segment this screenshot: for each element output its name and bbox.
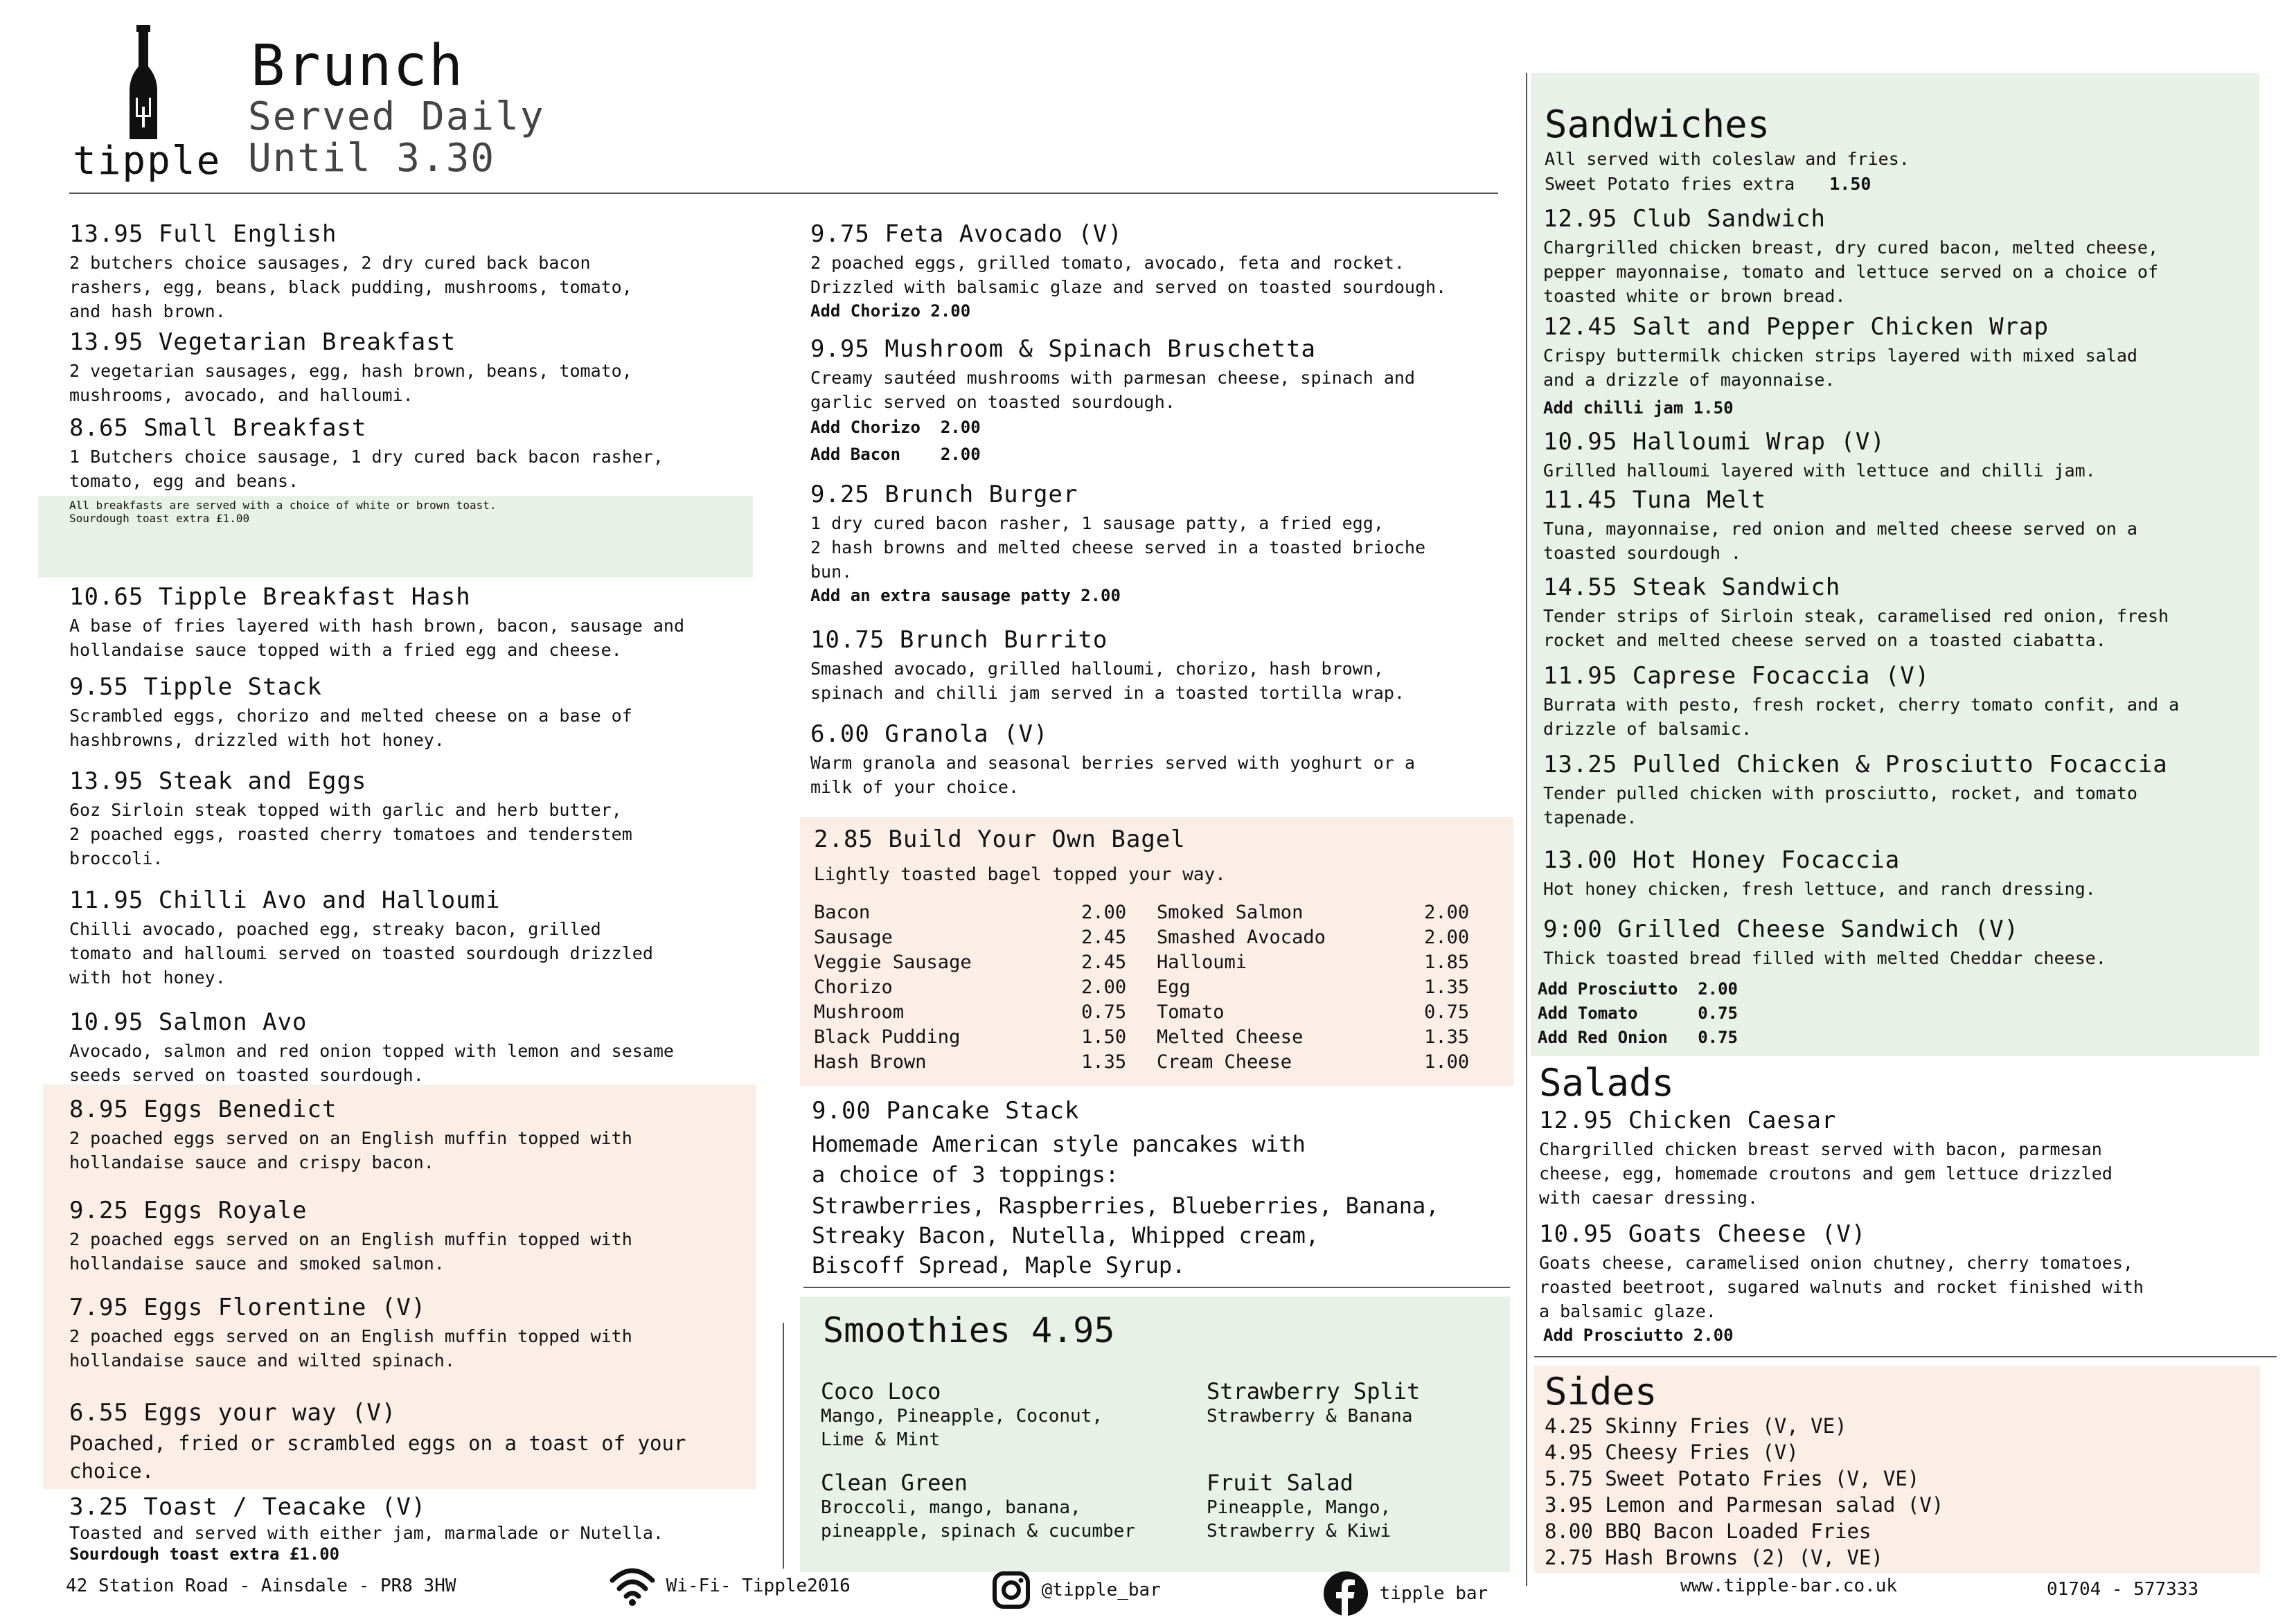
- footer-phone: 01704 - 577333: [2047, 1579, 2199, 1600]
- bagel-option: [1157, 925, 1500, 950]
- menu-item: [1543, 662, 2179, 741]
- column-divider-mid: [783, 1323, 784, 1569]
- item-title: 13.95 Steak and Eggs: [69, 767, 367, 795]
- bagel-option-price: 2.00: [1424, 927, 1470, 948]
- smoothie-item: [821, 1378, 1103, 1452]
- item-title: 13.95 Full English: [69, 220, 337, 248]
- menu-item: [69, 1008, 674, 1087]
- item-desc: 1 dry cured bacon rasher, 1 sausage patty, a fried egg, 2 hash browns and melted cheese served in a toasted brioche bun.: [810, 513, 1426, 582]
- item-title: 13.25 Pulled Chicken & Prosciutto Focaccia: [1543, 751, 2168, 778]
- side-item: 8.00 BBQ Bacon Loaded Fries: [1545, 1519, 1871, 1543]
- page-subtitle: Served Daily: [248, 94, 545, 139]
- bagel-option: [814, 950, 1157, 975]
- bagel-option-price: 1.35: [1424, 1026, 1470, 1048]
- brand-logo: [69, 21, 222, 187]
- menu-item: [69, 414, 664, 493]
- bagel-option-name: Chorizo: [814, 976, 893, 998]
- header-divider: [69, 193, 1498, 194]
- item-title: 9.95 Mushroom & Spinach Bruschetta: [810, 335, 1316, 363]
- bagel-option-price: 1.35: [1424, 976, 1470, 998]
- item-desc: Chargrilled chicken breast served with bacon, parmesan cheese, egg, homemade croutons and gem lettuce drizzled with caesar dressing.: [1539, 1139, 2113, 1208]
- item-desc: Scrambled eggs, chorizo and melted cheese on a base of hashbrowns, drizzled with hot honey.: [69, 706, 632, 750]
- item-title: 9.25 Eggs Royale: [69, 1197, 308, 1224]
- item-addon: Add an extra sausage patty 2.00: [810, 586, 1121, 605]
- bagel-option-name: Smoked Salmon: [1157, 902, 1304, 923]
- item-desc: 2 poached eggs served on an English muffin topped with hollandaise sauce and crispy bacon.: [69, 1128, 632, 1172]
- smoothie-desc: Pineapple, Mango, Strawberry & Kiwi: [1207, 1497, 1391, 1542]
- item-title: 8.65 Small Breakfast: [69, 414, 367, 442]
- item-title: 6.55 Eggs your way (V): [69, 1399, 397, 1427]
- facebook-icon: [1323, 1571, 1369, 1616]
- menu-item: [69, 1197, 632, 1276]
- menu-item: [810, 626, 1405, 705]
- side-item: 2.75 Hash Browns (2) (V, VE): [1545, 1546, 1883, 1569]
- footer-wifi-text: Wi-Fi- Tipple2016: [666, 1576, 851, 1596]
- bagel-option-name: Veggie Sausage: [814, 952, 972, 973]
- bagel-option-price: 1.00: [1424, 1051, 1470, 1073]
- item-desc: Thick toasted bread filled with melted Cheddar cheese.: [1543, 948, 2106, 968]
- bagel-option: [814, 1050, 1157, 1075]
- item-desc: Goats cheese, caramelised onion chutney, cherry tomatoes, roasted beetroot, sugared walnuts and rocket finished with a balsamic glaze.: [1539, 1253, 2144, 1321]
- wifi-icon: [610, 1565, 655, 1607]
- bagel-option: [1157, 950, 1500, 975]
- item-desc: Tender pulled chicken with prosciutto, rocket, and tomato tapenade.: [1543, 783, 2137, 828]
- smoothie-item: [1207, 1470, 1391, 1543]
- item-title: 10.75 Brunch Burrito: [810, 626, 1108, 654]
- menu-item: [69, 583, 684, 662]
- side-item: 4.25 Skinny Fries (V, VE): [1545, 1414, 1847, 1438]
- bagel-option-name: Sausage: [814, 927, 893, 948]
- bagel-option-name: Black Pudding: [814, 1026, 961, 1048]
- item-title: 9.75 Feta Avocado (V): [810, 220, 1123, 248]
- bagel-option: [1157, 1050, 1500, 1075]
- smoothie-name: Strawberry Split: [1207, 1378, 1421, 1404]
- item-title: 10.95 Goats Cheese (V): [1539, 1220, 1867, 1248]
- smoothie-desc: Mango, Pineapple, Coconut, Lime & Mint: [821, 1406, 1103, 1450]
- bagel-option-price: 1.50: [1081, 1026, 1127, 1048]
- item-desc: Creamy sautéed mushrooms with parmesan cheese, spinach and garlic served on toasted sourdough.: [810, 368, 1415, 412]
- bagel-option: [814, 1000, 1157, 1025]
- page-title: Brunch: [251, 33, 465, 99]
- pancake-divider: [803, 1287, 1510, 1288]
- menu-item: [1543, 751, 2168, 830]
- bagel-section: [814, 826, 1500, 1075]
- item-title: 12.95 Club Sandwich: [1543, 205, 1826, 233]
- bagel-option: [814, 975, 1157, 1000]
- item-title: 12.95 Chicken Caesar: [1539, 1107, 1837, 1134]
- item-desc: Burrata with pesto, fresh rocket, cherry tomato confit, and a drizzle of balsamic.: [1543, 695, 2180, 739]
- item-desc: 2 poached eggs, grilled tomato, avocado, feta and rocket. Drizzled with balsamic glaze and served on toasted sourdough.: [810, 253, 1447, 297]
- item-desc: Hot honey chicken, fresh lettuce, and ranch dressing.: [1543, 879, 2096, 899]
- bagel-option-name: Halloumi: [1157, 952, 1247, 973]
- item-addon: Add chilli jam 1.50: [1543, 398, 1734, 418]
- item-title: 12.45 Salt and Pepper Chicken Wrap: [1543, 313, 2049, 341]
- bagel-option-name: Mushroom: [814, 1001, 905, 1023]
- bagel-title: 2.85 Build Your Own Bagel: [814, 826, 1186, 853]
- item-title: 13.00 Hot Honey Focaccia: [1543, 846, 1901, 874]
- item-title: 13.95 Vegetarian Breakfast: [69, 328, 456, 356]
- sandwiches-heading: Sandwiches: [1545, 102, 1770, 146]
- smoothies-heading: Smoothies 4.95: [823, 1310, 1115, 1350]
- item-addon: Add Chorizo 2.00: [810, 301, 971, 321]
- menu-item: [810, 720, 1415, 799]
- menu-item: [810, 481, 1425, 608]
- item-desc: Tender strips of Sirloin steak, caramelised red onion, fresh rocket and melted cheese served on a toasted ciabatta.: [1543, 606, 2169, 650]
- item-desc: 6oz Sirloin steak topped with garlic and herb butter, 2 poached eggs, roasted cherry tomatoes and tenderstem broccoli.: [69, 800, 632, 868]
- bagel-option: [814, 900, 1157, 925]
- pancake-section: [812, 1097, 1439, 1281]
- item-desc: Avocado, salmon and red onion topped with lemon and sesame seeds served on toasted sourdough.: [69, 1041, 674, 1085]
- bagel-option-price: 2.00: [1424, 902, 1470, 923]
- bagel-option-name: Tomato: [1157, 1001, 1225, 1023]
- footer-facebook[interactable]: [1323, 1571, 1488, 1616]
- item-title: 9.25 Brunch Burger: [810, 481, 1078, 508]
- item-desc: 2 butchers choice sausages, 2 dry cured back bacon rashers, egg, beans, black pudding, mushrooms, tomato, and hash brown.: [69, 253, 632, 321]
- sandwiches-note-extra-price: 1.50: [1829, 174, 1871, 194]
- breakfast-note-text: All breakfasts are served with a choice of white or brown toast.: [69, 499, 497, 512]
- item-title: 11.95 Chilli Avo and Halloumi: [69, 886, 501, 914]
- bagel-option-name: Smashed Avocado: [1157, 927, 1326, 948]
- smoothie-name: Fruit Salad: [1207, 1470, 1353, 1496]
- item-addon: Add Prosciutto 2.00: [1543, 1326, 1734, 1345]
- side-item: 4.95 Cheesy Fries (V): [1545, 1440, 1799, 1464]
- item-title: 6.00 Granola (V): [810, 720, 1049, 748]
- sandwiches-note: [1545, 147, 1910, 197]
- menu-item: [1543, 846, 2096, 901]
- bagel-list-right: [1157, 900, 1500, 1075]
- menu-item: [810, 335, 1415, 468]
- item-desc: Tuna, mayonnaise, red onion and melted cheese served on a toasted sourdough .: [1543, 519, 2137, 563]
- smoothie-name: Coco Loco: [821, 1378, 941, 1404]
- bagel-option-price: 2.45: [1081, 927, 1127, 948]
- bagel-list-left: [814, 900, 1157, 1075]
- item-desc: Toasted and served with either jam, marmalade or Nutella.: [69, 1523, 664, 1543]
- item-desc: 2 poached eggs served on an English muffin topped with hollandaise sauce and smoked salmon.: [69, 1229, 632, 1274]
- item-title: 10.65 Tipple Breakfast Hash: [69, 583, 471, 611]
- breakfast-note-extra: Sourdough toast extra £1.00: [69, 512, 250, 525]
- menu-item: [1543, 428, 2096, 483]
- bagel-option-price: 2.00: [1081, 976, 1127, 998]
- menu-item: [69, 1493, 664, 1563]
- menu-item: [69, 1294, 632, 1373]
- item-desc: Grilled halloumi layered with lettuce and chilli jam.: [1543, 461, 2096, 481]
- menu-item: [1543, 573, 2169, 652]
- smoothie-desc: Broccoli, mango, banana, pineapple, spinach & cucumber: [821, 1497, 1135, 1542]
- bagel-option-name: Cream Cheese: [1157, 1051, 1292, 1073]
- bagel-option-price: 0.75: [1081, 1001, 1127, 1023]
- footer-instagram[interactable]: [992, 1571, 1161, 1609]
- smoothie-item: [1207, 1378, 1420, 1428]
- item-desc: Warm granola and seasonal berries served with yoghurt or a milk of your choice.: [810, 753, 1415, 797]
- item-desc: Chargrilled chicken breast, dry cured bacon, melted cheese, pepper mayonnaise, tomato and lettuce served on a choice of toasted white or brown bread.: [1543, 238, 2159, 306]
- bagel-option: [1157, 1000, 1500, 1025]
- menu-item: [1543, 313, 2137, 420]
- brand-name: tipple: [73, 139, 222, 184]
- column-divider-right: [1526, 73, 1527, 1586]
- item-title: 9.55 Tipple Stack: [69, 673, 322, 701]
- item-title: 10.95 Halloumi Wrap (V): [1543, 428, 1885, 456]
- bagel-option: [1157, 975, 1500, 1000]
- bagel-option-price: 1.85: [1424, 952, 1470, 973]
- breakfast-note: [69, 499, 497, 525]
- item-desc: Crispy buttermilk chicken strips layered with mixed salad and a drizzle of mayonnaise.: [1543, 346, 2137, 390]
- menu-item: [69, 1096, 632, 1175]
- bagel-option-name: Egg: [1157, 976, 1191, 998]
- bagel-option-price: 2.00: [1081, 902, 1127, 923]
- sides-list: [1545, 1413, 1944, 1571]
- menu-item: [1538, 916, 2106, 1050]
- smoothie-item: [821, 1470, 1135, 1543]
- item-desc: Smashed avocado, grilled halloumi, chorizo, hash brown, spinach and chilli jam served in a toasted tortilla wrap.: [810, 659, 1405, 703]
- menu-item: [69, 673, 632, 752]
- menu-item: [1543, 486, 2137, 565]
- item-title: 10.95 Salmon Avo: [69, 1008, 308, 1036]
- bagel-option: [814, 1025, 1157, 1050]
- side-item: 5.75 Sweet Potato Fries (V, VE): [1545, 1467, 1920, 1490]
- item-title: 14.55 Steak Sandwich: [1543, 573, 1841, 601]
- page-subtitle-2: Until 3.30: [248, 136, 496, 181]
- item-desc: 1 Butchers choice sausage, 1 dry cured back bacon rasher, tomato, egg and beans.: [69, 447, 664, 491]
- footer-website[interactable]: www.tipple-bar.co.uk: [1680, 1576, 1898, 1596]
- bagel-option-name: Melted Cheese: [1157, 1026, 1304, 1048]
- bagel-desc: Lightly toasted bagel topped your way.: [814, 864, 1226, 885]
- smoothie-name: Clean Green: [821, 1470, 968, 1496]
- item-title: 3.25 Toast / Teacake (V): [69, 1493, 427, 1521]
- bagel-option-price: 2.45: [1081, 952, 1127, 973]
- sandwiches-note-text: All served with coleslaw and fries.: [1545, 149, 1910, 169]
- item-desc: 2 vegetarian sausages, egg, hash brown, beans, tomato, mushrooms, avocado, and halloumi.: [69, 361, 632, 405]
- bagel-option: [814, 925, 1157, 950]
- sides-heading: Sides: [1545, 1370, 1657, 1413]
- item-title: 8.95 Eggs Benedict: [69, 1096, 337, 1123]
- menu-item: [69, 886, 653, 990]
- menu-item: [1539, 1220, 2144, 1348]
- menu-item: [69, 220, 632, 323]
- pancake-title: 9.00 Pancake Stack: [812, 1097, 1080, 1125]
- pancake-desc: Homemade American style pancakes with a choice of 3 toppings:: [812, 1131, 1306, 1188]
- side-item: 3.95 Lemon and Parmesan salad (V): [1545, 1493, 1944, 1517]
- bagel-option-name: Bacon: [814, 902, 871, 923]
- salads-divider: [1534, 1356, 2277, 1357]
- footer-instagram-handle: @tipple_bar: [1041, 1580, 1161, 1600]
- item-desc: A base of fries layered with hash brown, bacon, sausage and hollandaise sauce topped with a fried egg and cheese.: [69, 616, 685, 660]
- salads-heading: Salads: [1539, 1061, 1675, 1105]
- bagel-option: [1157, 1025, 1500, 1050]
- bagel-option: [1157, 900, 1500, 925]
- wine-bottle-icon: [126, 25, 161, 143]
- footer-address: 42 Station Road - Ainsdale - PR8 3HW: [66, 1576, 456, 1596]
- item-addon: Add Prosciutto 2.00 Add Tomato 0.75 Add Red Onion 0.75: [1538, 979, 1738, 1047]
- bagel-option-name: Hash Brown: [814, 1051, 927, 1073]
- bagel-option-price: 0.75: [1424, 1001, 1470, 1023]
- item-title: 9:00 Grilled Cheese Sandwich (V): [1543, 916, 2020, 943]
- item-title: 11.95 Caprese Focaccia (V): [1543, 662, 1930, 690]
- footer-wifi: [610, 1565, 851, 1607]
- item-desc: Chilli avocado, poached egg, streaky bacon, grilled tomato and halloumi served on toasted sourdough drizzled with hot honey.: [69, 919, 653, 988]
- bagel-option-price: 1.35: [1081, 1051, 1127, 1073]
- pancake-toppings: Strawberries, Raspberries, Blueberries, Banana, Streaky Bacon, Nutella, Whipped cream, Biscoff Spread, Maple Syrup.: [812, 1193, 1439, 1278]
- menu-item: [810, 220, 1446, 323]
- item-desc: 2 poached eggs served on an English muffin topped with hollandaise sauce and wilted spinach.: [69, 1326, 632, 1371]
- menu-item: [69, 328, 632, 407]
- item-desc: Poached, fried or scrambled eggs on a toast of your choice.: [69, 1431, 686, 1483]
- smoothie-desc: Strawberry & Banana: [1207, 1406, 1413, 1427]
- item-addon: Add Chorizo 2.00 Add Bacon 2.00: [810, 418, 981, 464]
- menu-item: [1543, 205, 2158, 308]
- menu-item: [69, 1399, 686, 1485]
- item-title: 11.45 Tuna Melt: [1543, 486, 1767, 514]
- item-addon: Sourdough toast extra £1.00: [69, 1544, 340, 1564]
- instagram-icon: [992, 1571, 1031, 1609]
- item-title: 7.95 Eggs Florentine (V): [69, 1294, 427, 1321]
- sandwiches-note-extra: Sweet Potato fries extra: [1545, 174, 1795, 194]
- footer-facebook-name: tipple bar: [1379, 1583, 1488, 1604]
- menu-item: [69, 767, 632, 871]
- menu-item: [1539, 1107, 2113, 1210]
